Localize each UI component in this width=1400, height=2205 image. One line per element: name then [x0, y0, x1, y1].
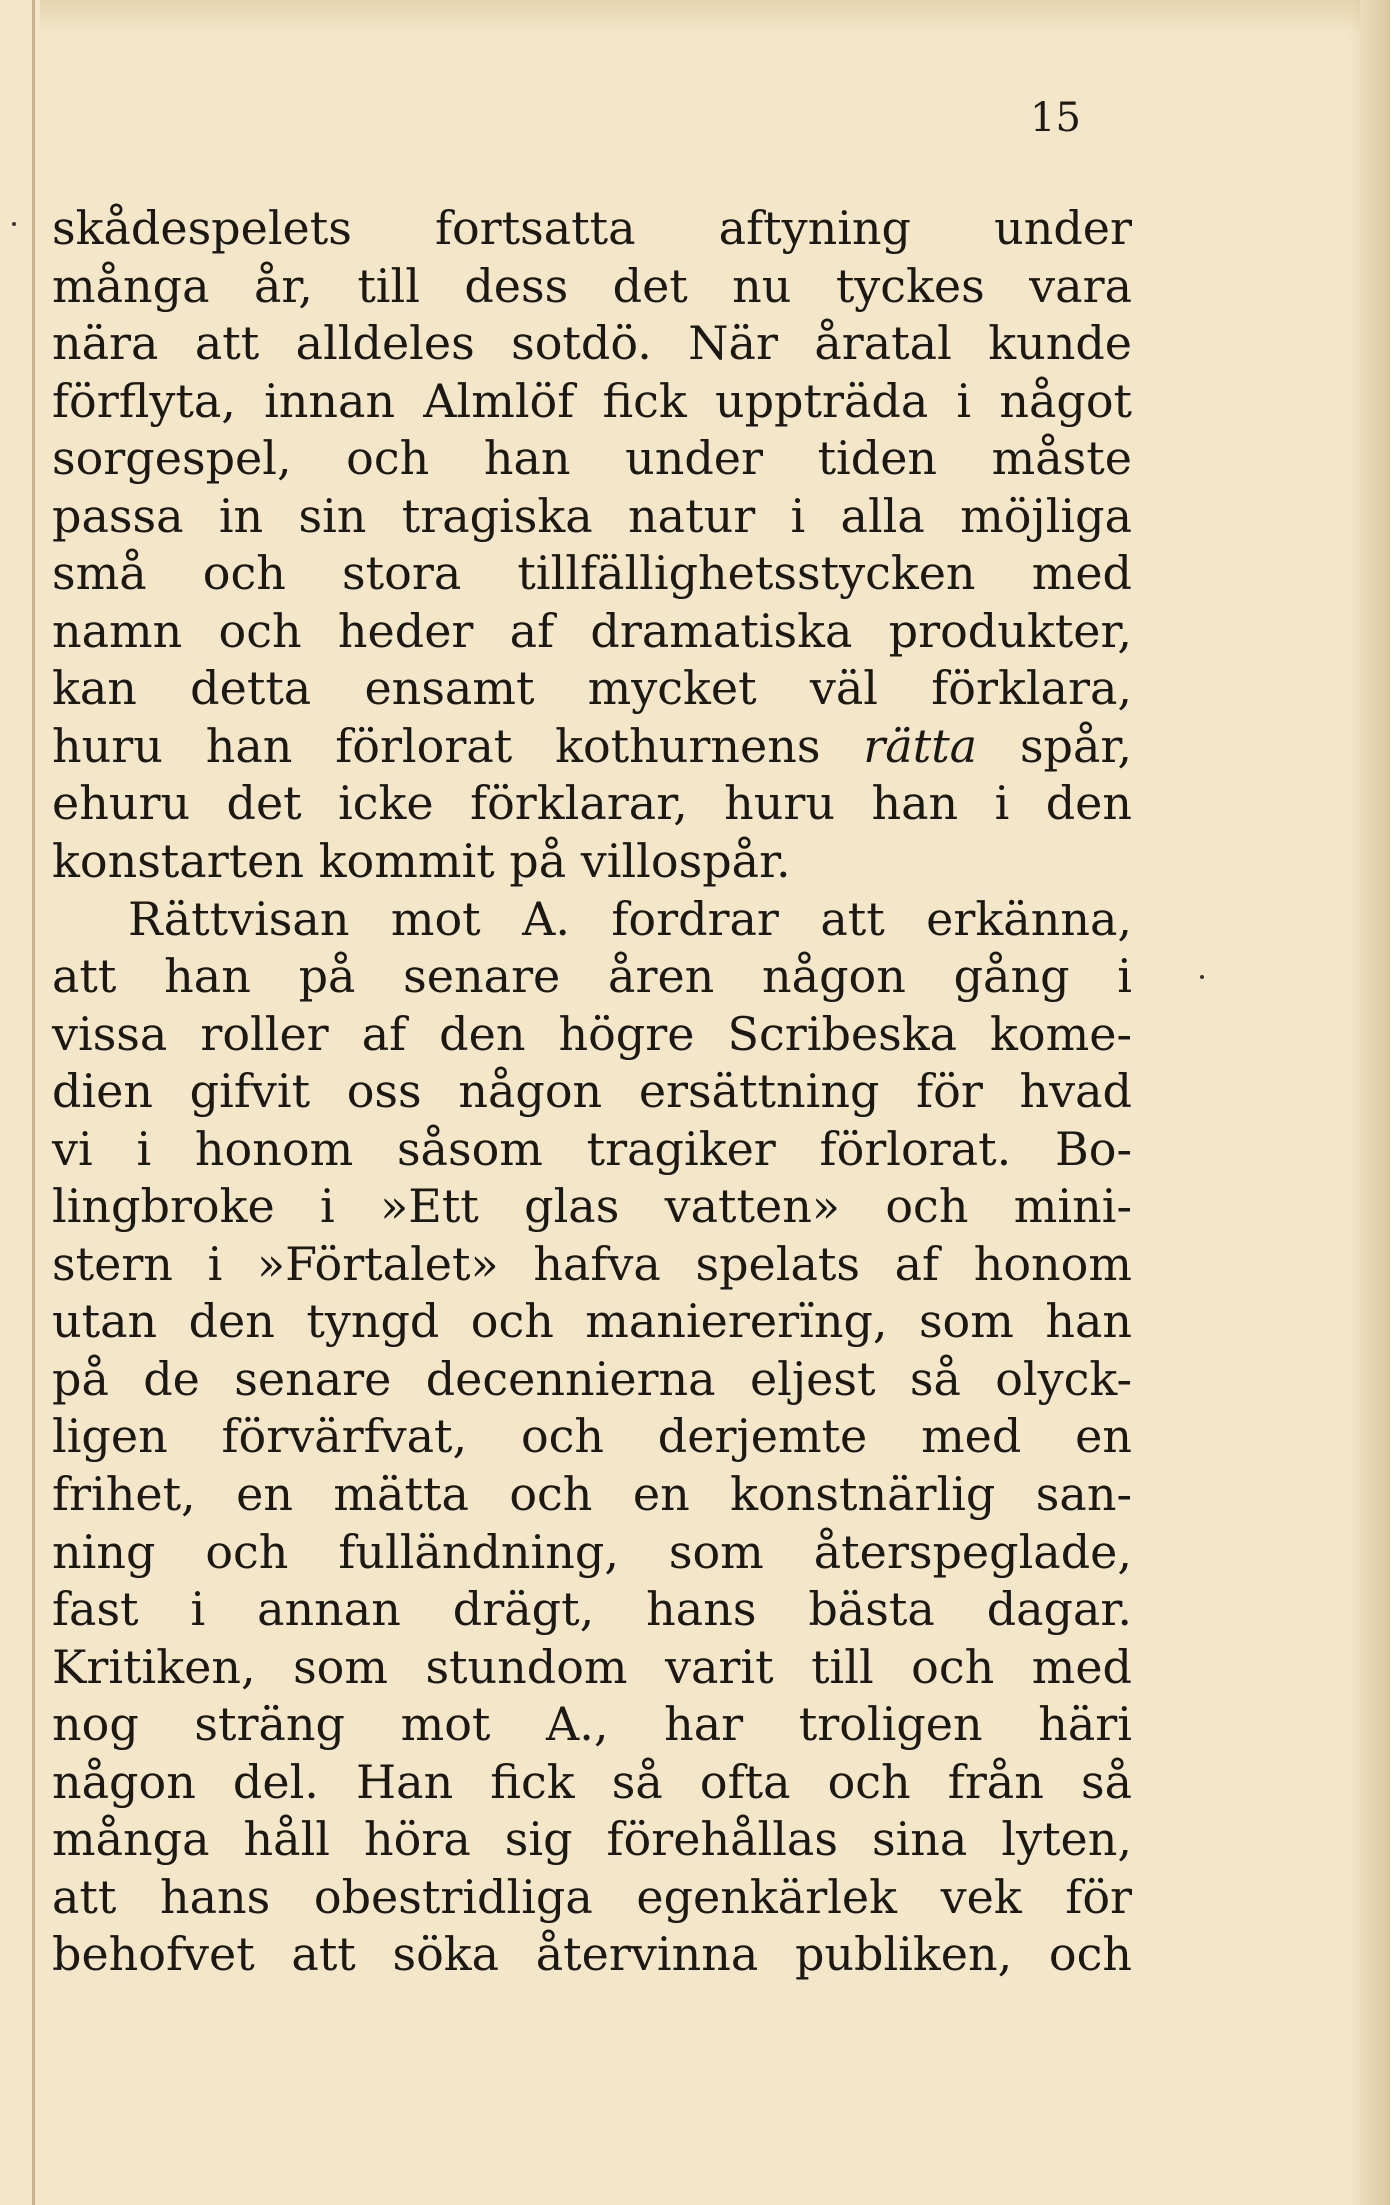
text-line: vi i honom såsom tragiker förlorat. Bo-: [52, 1121, 1132, 1176]
text-line: många håll höra sig förehållas sina lyten,: [52, 1812, 1132, 1867]
ink-speck: [12, 222, 16, 226]
italic-word: rätta: [863, 718, 978, 773]
text-line: passa in sin tragiska natur i alla möjliga: [52, 488, 1132, 543]
text-line: någon del. Han fick så ofta och från så: [52, 1754, 1132, 1809]
text-segment: huru han förlorat kothurnens: [52, 718, 821, 773]
text-line: fast i annan drägt, hans bästa dagar.: [52, 1582, 1132, 1637]
text-line: förflyta, innan Almlöf fick uppträda i något: [52, 373, 1132, 428]
text-line: många år, till dess det nu tyckes vara: [52, 258, 1132, 313]
text-line: utan den tyngd och maniererïng, som han: [52, 1294, 1132, 1349]
page-right-edge: [1349, 0, 1387, 2205]
ink-speck: [1200, 975, 1204, 979]
text-segment: spår,: [1019, 718, 1132, 773]
page-number: 15: [1030, 95, 1081, 141]
text-line: kan detta ensamt mycket väl förklara,: [52, 661, 1132, 716]
text-line: behofvet att söka återvinna publiken, och: [52, 1927, 1132, 1982]
text-line: nog sträng mot A., har troligen häri: [52, 1697, 1132, 1752]
text-line: ehuru det icke förklarar, huru han i den: [52, 776, 1132, 831]
text-line: lingbroke i »Ett glas vatten» och mini-: [52, 1179, 1132, 1234]
text-line: namn och heder af dramatiska produkter,: [52, 603, 1132, 658]
text-line: små och stora tillfällighetsstycken med: [52, 546, 1132, 601]
paragraph-end-line: konstarten kommit på villospår.: [52, 834, 791, 889]
text-line: nära att alldeles sotdö. När åratal kunde: [52, 316, 1132, 371]
text-line: frihet, en mätta och en konstnärlig san-: [52, 1467, 1132, 1522]
text-line: Kritiken, som stundom varit till och med: [52, 1639, 1132, 1694]
text-line: ning och fulländning, som återspeglade,: [52, 1524, 1132, 1579]
page-spine-edge: [32, 0, 35, 2205]
text-line: att han på senare åren någon gång i: [52, 949, 1132, 1004]
text-line-with-italic: [52, 718, 1132, 776]
text-line: på de senare decennierna eljest så olyck-: [52, 1351, 1132, 1406]
text-line: ligen förvärfvat, och derjemte med en: [52, 1409, 1132, 1464]
page-top-shadow: [40, 0, 1360, 35]
text-line: sorgespel, och han under tiden måste: [52, 431, 1132, 486]
text-line: vissa roller af den högre Scribeska kome-: [52, 1006, 1132, 1061]
body-text: [52, 200, 1132, 1984]
text-line: skådespelets fortsatta aftyning under: [52, 201, 1132, 255]
text-line: att hans obestridliga egenkärlek vek för: [52, 1869, 1132, 1924]
text-line: dien gifvit oss någon ersättning för hvad: [52, 1064, 1132, 1119]
text-line: stern i »Förtalet» hafva spelats af honom: [52, 1236, 1132, 1291]
paragraph-start-line: Rättvisan mot A. fordrar att erkänna,: [128, 891, 1132, 946]
